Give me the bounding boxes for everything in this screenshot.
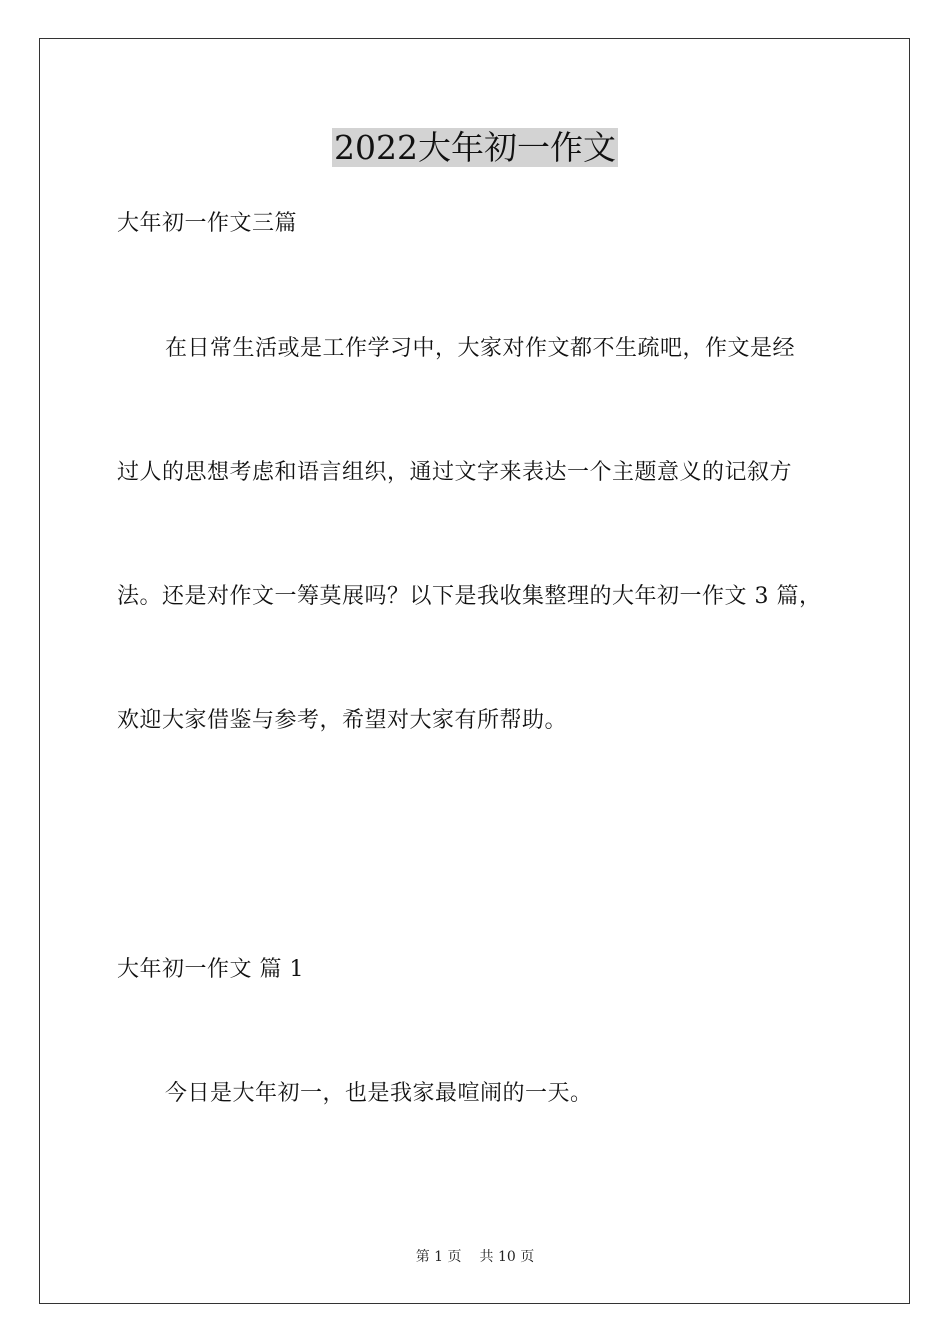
page-number-total: 共 10 页 [479, 1249, 535, 1265]
page-number-current: 第 1 页 [415, 1249, 462, 1265]
intro-line-3: 法。还是对作文一筹莫展吗？以下是我收集整理的大年初一作文 3 篇， [117, 584, 822, 609]
intro-line-4: 欢迎大家借鉴与参考，希望对大家有所帮助。 [117, 708, 568, 733]
document-title [0, 126, 950, 170]
page-footer [0, 1247, 950, 1267]
document-subtitle: 大年初一作文三篇 [117, 211, 298, 236]
section-paragraph-line: 今日是大年初一，也是我家最喧闹的一天。 [165, 1081, 593, 1106]
intro-line-2: 过人的思想考虑和语言组织，通过文字来表达一个主题意义的记叙方 [117, 460, 793, 485]
section-heading: 大年初一作文 篇 1 [117, 957, 304, 982]
document-title-text: 2022大年初一作文 [334, 128, 616, 167]
intro-line-1: 在日常生活或是工作学习中，大家对作文都不生疏吧，作文是经 [165, 336, 796, 361]
